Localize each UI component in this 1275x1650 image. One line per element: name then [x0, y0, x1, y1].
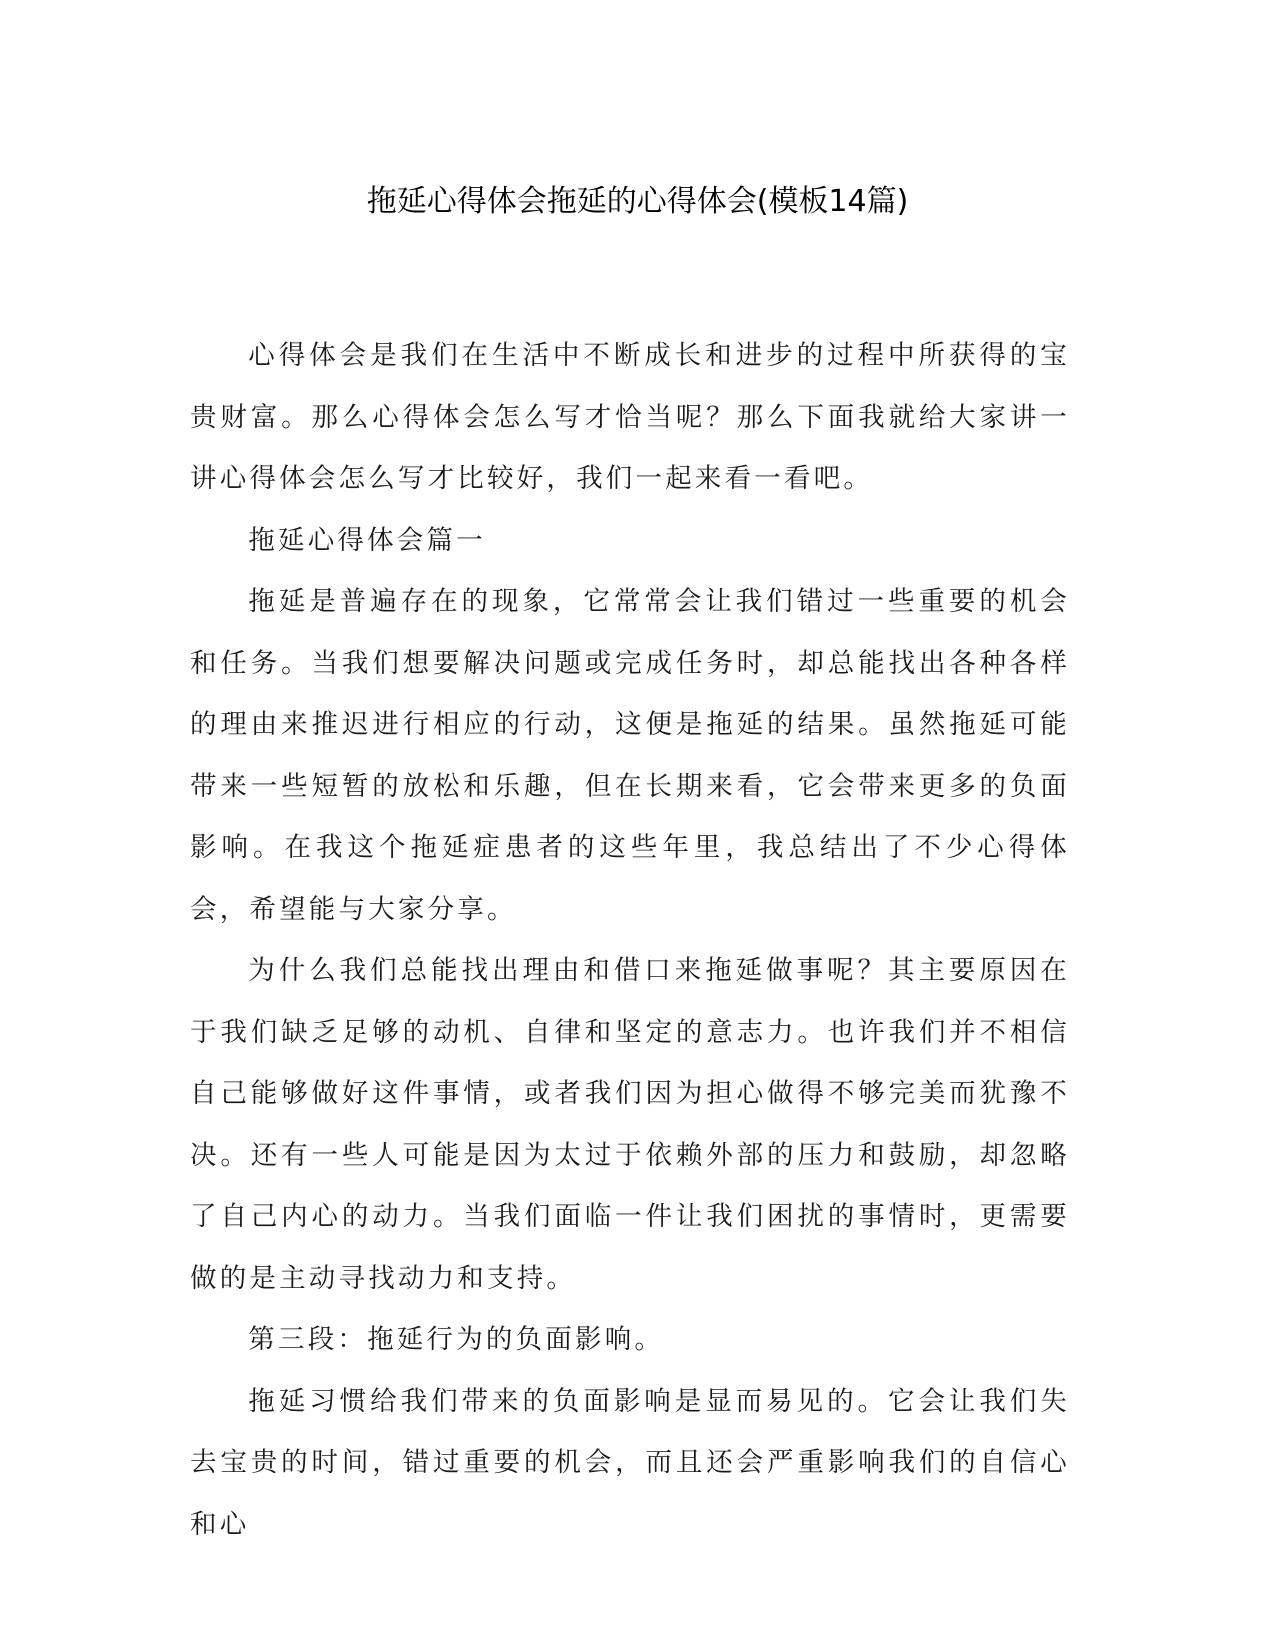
section-heading-third-paragraph: 第三段：拖延行为的负面影响。	[248, 1324, 665, 1355]
section-heading-part-one: 拖延心得体会篇一	[248, 524, 486, 556]
intro-paragraph: 心得体会是我们在生活中不断成长和进步的过程中所获得的宝贵财富。那么心得体会怎么写才恰当呢？那么下面我就给大家讲一讲心得体会怎么写才比较好，我们一起来看一看吧。	[190, 340, 1070, 494]
document-body	[190, 325, 1070, 1555]
document-title: 拖延心得体会拖延的心得体会(模板14篇)	[366, 184, 909, 219]
body-paragraph: 为什么我们总能找出理由和借口来拖延做事呢？其主要原因在于我们缺乏足够的动机、自律和坚定的意志力。也许我们并不相信自己能够做好这件事情，或者我们因为担心做得不够完美而犹豫不决。还有一些人可能是因为太过于依赖外部的压力和鼓励，却忽略了自己内心的动力。当我们面临一件让我们困扰的事情时，更需要做的是主动寻找动力和支持。	[190, 955, 1070, 1294]
body-paragraph: 拖延习惯给我们带来的负面影响是显而易见的。它会让我们失去宝贵的时间，错过重要的机会，而且还会严重影响我们的自信心和心	[190, 1385, 1070, 1540]
body-paragraph: 拖延是普遍存在的现象，它常常会让我们错过一些重要的机会和任务。当我们想要解决问题或完成任务时，却总能找出各种各样的理由来推迟进行相应的行动，这便是拖延的结果。虽然拖延可能带来一些短暂的放松和乐趣，但在长期来看，它会带来更多的负面影响。在我这个拖延症患者的这些年里，我总结出了不少心得体会，希望能与大家分享。	[190, 586, 1070, 925]
